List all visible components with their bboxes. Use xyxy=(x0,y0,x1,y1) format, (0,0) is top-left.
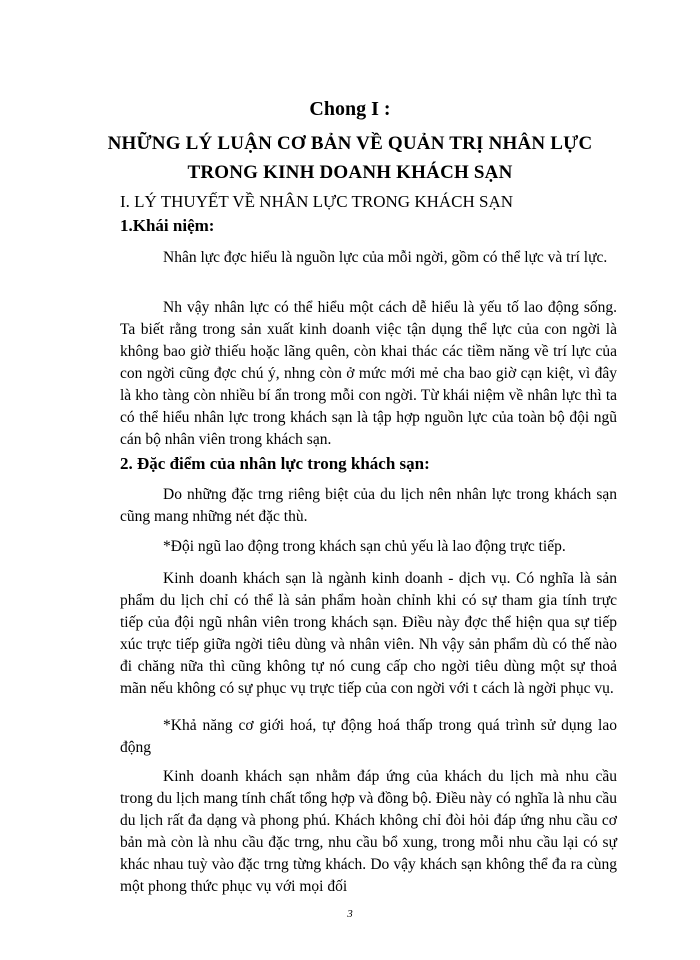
paragraph-2: Nh vậy nhân lực có thể hiểu một cách dễ hiểu là yếu tố lao động sống. Ta biết rằng trong sản xuất kinh doanh việc tận dụng thể lực của con ngời là không bao giờ thiếu hoặc lãng quên, còn khai thác các tiềm năng về trí lực của con ngời cũng đợc chú ý, nhng còn ở mức mới mẻ cha bao giờ cạn kiệt, vì đây là kho tàng còn nhiều bí ẩn trong mỗi con ngời. Từ khái niệm về nhân lực thì ta có thể hiểu nhân lực trong khách sạn là tập hợp nguồn lực của toàn bộ đội ngũ cán bộ nhân viên trong khách sạn. xyxy=(120,299,617,448)
paragraph-4: *Đội ngũ lao động trong khách sạn chủ yếu là lao động trực tiếp. xyxy=(163,538,566,555)
paragraph-5: Kinh doanh khách sạn là ngành kinh doanh - dịch vụ. Có nghĩa là sản phẩm du lịch chỉ có thể là sản phẩm hoàn chỉnh khi có sự tham gia tính trực tiếp của đội ngũ nhân viên trong khách sạn. Điều này đợc thể hiện qua sự tiếp xúc trực tiếp giữa ngời tiêu dùng và nhân viên. Nh vậy sản phẩm dù có thế nào đi chăng nữa thì cũng không tự nó cung cấp cho ngời tiêu dùng một sự thoả mãn nếu không có sự phục vụ trực tiếp của con ngời với t cách là ngời phục vụ. xyxy=(120,570,617,697)
subsection-heading-characteristics: 2. Đặc điểm của nhân lực trong khách sạn: xyxy=(120,454,430,473)
paragraph-7: Kinh doanh khách sạn nhằm đáp ứng của khách du lịch mà nhu cầu trong du lịch mang tính chất tổng hợp và đồng bộ. Điều này có nghĩa là nhu cầu du lịch rất đa dạng và phong phú. Khách không chỉ đòi hỏi đáp ứng nhu cầu cơ bản mà còn là nhu cầu đặc trng, nhu cầu bổ xung, trong mỗi nhu cầu lại có sự khác nhau tuỳ vào đặc trng từng khách. Do vậy khách sạn không thể đa ra cùng một phong thức phục vụ với mọi đối xyxy=(120,768,617,895)
chapter-title-line-1: NHỮNG LÝ LUẬN CƠ BẢN VỀ QUẢN TRỊ NHÂN LỰC xyxy=(107,133,593,154)
section-heading: I. LÝ THUYẾT VỀ NHÂN LỰC TRONG KHÁCH SẠN xyxy=(120,192,514,211)
paragraph-1: Nhân lực đợc hiểu là nguồn lực của mỗi ngời, gồm có thể lực và trí lực. xyxy=(163,249,608,266)
paragraph-6: *Khả năng cơ giới hoá, tự động hoá thấp trong quá trình sử dụng lao động xyxy=(120,717,617,756)
chapter-title-line-2: TRONG KINH DOANH KHÁCH SẠN xyxy=(187,162,513,183)
paragraph-3: Do những đặc trng riêng biệt của du lịch nên nhân lực trong khách sạn cũng mang những nét đặc thù. xyxy=(120,486,617,525)
subsection-heading-concept: 1.Khái niệm: xyxy=(120,216,215,235)
page-number: 3 xyxy=(347,908,353,920)
chapter-heading: Chong I : xyxy=(309,98,391,120)
